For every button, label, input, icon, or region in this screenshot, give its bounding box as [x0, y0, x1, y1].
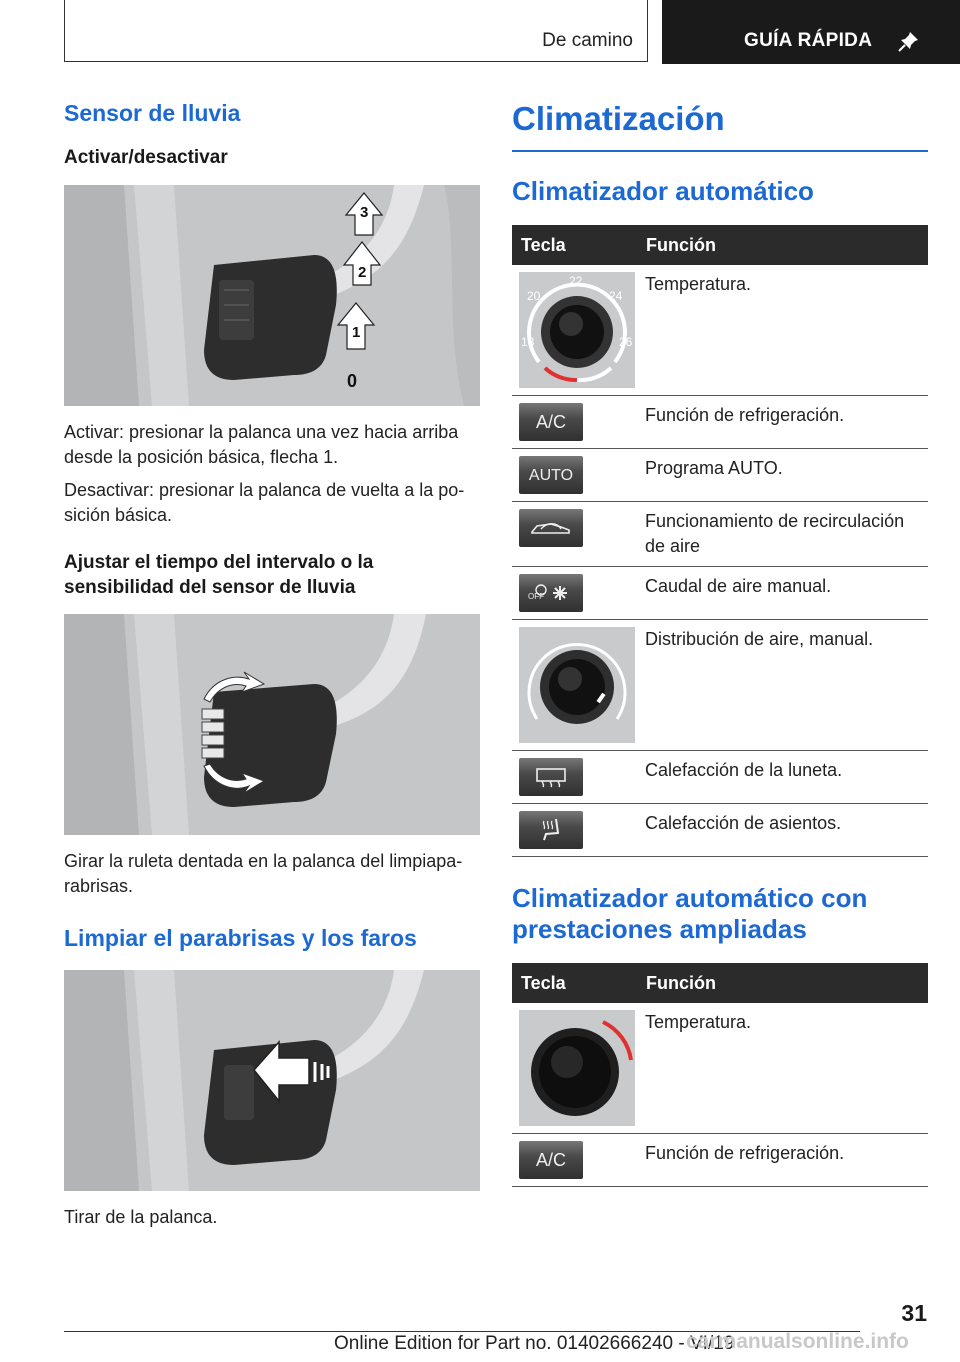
auto-climate-heading: Climatizador automático	[512, 176, 814, 206]
function-text: Distribución de aire, manual.	[637, 620, 928, 751]
function-text: Calefacción de la luneta.	[637, 751, 928, 804]
table-row	[512, 502, 928, 567]
function-text: Funcionamiento de recirculación de aire	[637, 502, 928, 567]
rear-defrost-button-icon	[519, 758, 583, 796]
section-tab-label: De camino	[542, 30, 633, 51]
table-row	[512, 804, 928, 857]
quick-guide-tab[interactable]	[662, 0, 960, 64]
function-text: Programa AUTO.	[637, 449, 928, 502]
dial-label-20: 20	[527, 289, 541, 303]
climate-heading: Climatización	[512, 100, 928, 152]
function-text: Función de refrigeración.	[637, 396, 928, 449]
edition-text: Online Edition for Part no. 01402666240 - VI/19	[334, 1333, 735, 1354]
temperature-knob-icon	[519, 272, 635, 388]
function-text: Temperatura.	[637, 1003, 928, 1134]
wheel-text: Girar la ruleta dentada en la palanca del limpiapa-rabrisas.	[64, 851, 463, 896]
deactivate-text: Desactivar: presionar la palanca de vuelta a la po-sición básica.	[64, 480, 465, 525]
adjust-subheading: Ajustar el tiempo del intervalo o la sensibilidad del sensor de lluvia	[64, 552, 374, 598]
table-row	[512, 1003, 928, 1134]
arrow-label-0: 0	[347, 371, 358, 391]
seat-heating-button-icon	[519, 811, 583, 849]
ac-button-icon: A/C	[519, 403, 583, 441]
section-tab[interactable]	[64, 0, 648, 62]
lever-figure-1	[64, 185, 480, 406]
activate-subheading: Activar/desactivar	[64, 147, 228, 168]
auto-button-icon: AUTO	[519, 456, 583, 494]
table-row	[512, 449, 928, 502]
page-number: 31	[901, 1300, 927, 1326]
clean-windshield-heading: Limpiar el parabrisas y los faros	[64, 925, 417, 951]
dial-label-24: 24	[609, 289, 623, 303]
extended-climate-heading: Climatizador automático con prestaciones ampliadas	[512, 883, 868, 944]
table-row	[512, 751, 928, 804]
table-row	[512, 567, 928, 620]
activate-text: Activar: presionar la palanca una vez hacia arriba desde la posición básica, flecha 1.	[64, 422, 459, 467]
table-row	[512, 1134, 928, 1187]
lever-figure-3	[64, 970, 480, 1191]
climate-table-2	[512, 963, 928, 1187]
temperature-knob-icon	[519, 1010, 635, 1126]
left-column	[64, 100, 480, 1230]
function-text: Función de refrigeración.	[637, 1134, 928, 1187]
pull-lever-text: Tirar de la palanca.	[64, 1207, 218, 1227]
rain-sensor-heading: Sensor de lluvia	[64, 100, 241, 126]
function-text: Caudal de aire manual.	[637, 567, 928, 620]
table-row	[512, 265, 928, 396]
climate-table-1	[512, 225, 928, 857]
air-distribution-knob-icon	[519, 627, 635, 743]
quick-guide-label: GUÍA RÁPIDA	[744, 30, 873, 51]
col-function-header: Función	[637, 963, 928, 1003]
fan-button-icon	[519, 574, 583, 612]
right-column	[512, 100, 928, 1187]
lever-figure-2	[64, 614, 480, 835]
function-text: Calefacción de asientos.	[637, 804, 928, 857]
dial-label-18: 18	[521, 335, 535, 349]
col-key-header: Tecla	[512, 225, 637, 265]
fan-off-label: OFF	[528, 592, 544, 601]
col-key-header: Tecla	[512, 963, 637, 1003]
page-header	[64, 0, 960, 64]
dial-label-22: 22	[569, 274, 583, 288]
col-function-header: Función	[637, 225, 928, 265]
arrow-label-3: 3	[360, 204, 369, 221]
function-text: Temperatura.	[637, 265, 928, 396]
table-row	[512, 396, 928, 449]
ac-button-icon: A/C	[519, 1141, 583, 1179]
table-row	[512, 620, 928, 751]
pin-icon	[898, 30, 920, 52]
arrow-label-1: 1	[352, 324, 361, 341]
recirculation-button-icon	[519, 509, 583, 547]
watermark: carmanualsonline.info	[686, 1330, 909, 1353]
arrow-label-2: 2	[358, 264, 367, 281]
dial-label-26: 26	[619, 335, 633, 349]
